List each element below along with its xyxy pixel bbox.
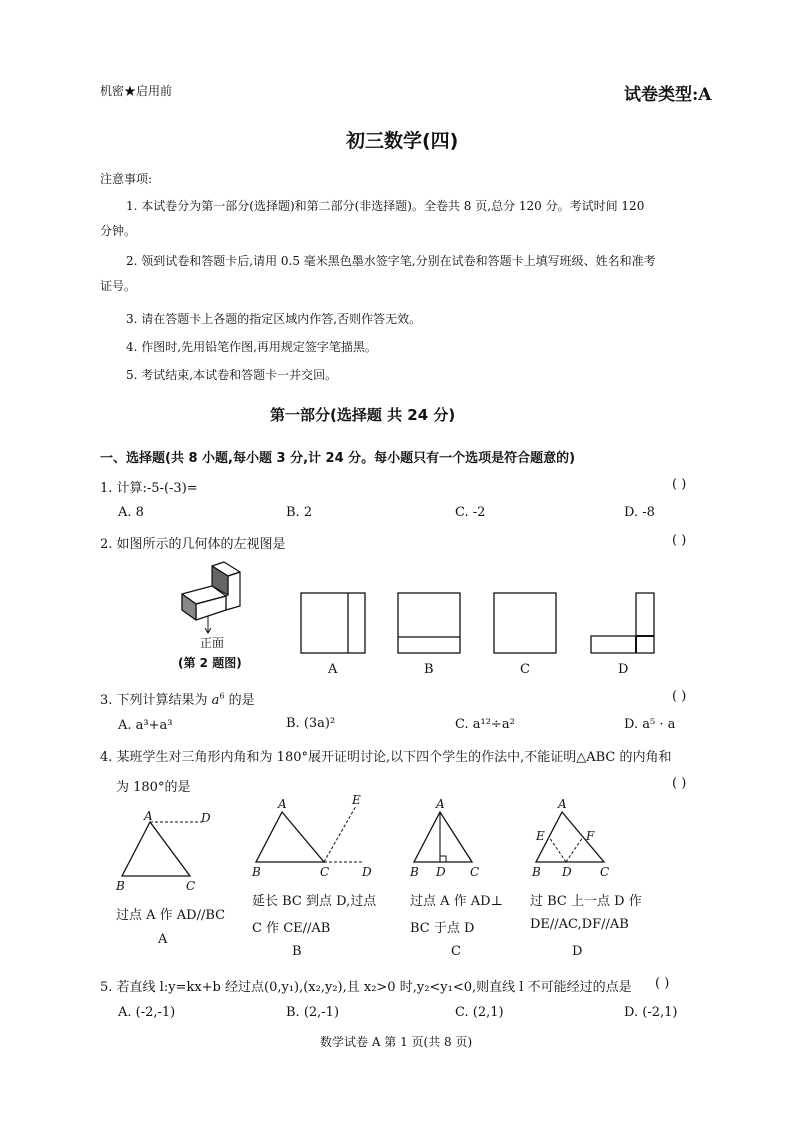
q2-option-c-label[interactable]: C [520,662,530,677]
q4-a-point-d: D [201,811,211,825]
q2-option-b-figure[interactable] [397,592,463,654]
q4-option-a-label[interactable]: A [158,932,168,947]
question-4-stem-line2: 为 180°的是 [116,780,191,795]
question-4-stem-line1: 4. 某班学生对三角形内角和为 180°展开证明讨论,以下四个学生的作法中,不能证明△ABC 的内角和 [100,750,672,765]
notice-item-1-cont: 分钟。 [100,224,137,238]
question-3-bracket[interactable]: ( ) [672,689,687,704]
question-5-option-a[interactable]: A. (-2,-1) [118,1005,176,1020]
q2-option-b-label[interactable]: B [424,662,434,677]
l-shaped-solid-figure [176,562,246,634]
question-2-bracket[interactable]: ( ) [672,533,687,548]
q4-a-point-a: A [144,809,153,823]
question-2-stem: 2. 如图所示的几何体的左视图是 [100,537,286,552]
question-1-option-a[interactable]: A. 8 [118,505,144,520]
q4-a-point-b: B [116,879,125,893]
q4-figure-d [528,796,618,882]
q4-caption-a-line1: 过点 A 作 AD//BC [116,908,226,923]
q2-option-d-figure[interactable] [590,592,656,654]
notice-item-2: 2. 领到试卷和答题卡后,请用 0.5 毫米黑色墨水签字笔,分别在试卷和答题卡上填写班级、姓名和准考 [126,254,656,268]
q4-c-point-b: B [410,865,419,879]
section-heading: 一、选择题(共 8 小题,每小题 3 分,计 24 分。每小题只有一个选项是符合题意的) [100,451,576,466]
q4-d-point-f: F [586,829,595,843]
q4-option-c-label[interactable]: C [451,944,461,959]
q2-option-a-label[interactable]: A [328,662,338,677]
q4-c-point-d: D [436,865,446,879]
question-1-option-b[interactable]: B. 2 [286,505,313,520]
notice-item-5: 5. 考试结束,本试卷和答题卡一并交回。 [126,368,338,382]
question-5-bracket[interactable]: ( ) [655,976,670,991]
notice-item-2-cont: 证号。 [100,279,137,293]
q4-caption-c-line2: BC 于点 D [410,921,475,936]
notice-item-1: 1. 本试卷分为第一部分(选择题)和第二部分(非选择题)。全卷共 8 页,总分 120 分。考试时间 120 [126,199,645,213]
q4-b-point-b: B [252,865,261,879]
figure-2-caption: (第 2 题图) [178,656,242,670]
confidential-label: 机密★启用前 [100,84,173,98]
notice-heading: 注意事项: [100,172,153,186]
q4-caption-d-line1: 过 BC 上一点 D 作 [530,894,642,909]
q4-figure-b [250,793,380,882]
question-4-bracket[interactable]: ( ) [672,776,687,791]
q4-d-point-d: D [562,865,572,879]
question-5-stem: 5. 若直线 l:y=kx+b 经过点(0,y₁),(x₂,y₂),且 x₂>0 时,y₂<y₁<0,则直线 l 不可能经过的点是 [100,980,632,995]
question-5-option-d[interactable]: D. (-2,1) [624,1005,678,1020]
q2-option-d-label[interactable]: D [618,662,629,677]
question-1-bracket[interactable]: ( ) [672,477,687,492]
q4-caption-b-line1: 延长 BC 到点 D,过点 [252,894,377,909]
q4-d-point-e: E [536,829,545,843]
q4-d-point-a: A [558,797,567,811]
q4-d-point-b: B [532,865,541,879]
page-title: 初三数学(四) [346,130,459,152]
question-3-option-d[interactable]: D. a⁵ · a [624,717,676,732]
q2-option-a-figure[interactable] [300,592,368,654]
question-3-option-a[interactable]: A. a³+a³ [118,718,173,733]
notice-item-4: 4. 作图时,先用铅笔作图,再用规定签字笔描黑。 [126,340,377,354]
q4-figure-c [406,798,486,882]
figure-2-front-label: 正面 [200,636,225,650]
question-1-option-d[interactable]: D. -8 [624,505,655,520]
q4-b-point-c: C [320,865,330,879]
question-3-stem: 3. 下列计算结果为 $a^6$ 的是 [100,691,255,708]
part-title: 第一部分(选择题 共 24 分) [270,406,456,424]
question-5-option-b[interactable]: B. (2,-1) [286,1005,340,1020]
paper-type-label: 试卷类型:A [624,85,712,105]
q2-option-c-figure[interactable] [493,592,559,654]
q4-caption-c-line1: 过点 A 作 AD⊥ [410,894,503,909]
q4-c-point-a: A [436,797,445,811]
q4-b-point-a: A [278,797,287,811]
q4-d-point-c: C [600,865,610,879]
q4-b-point-d: D [362,865,372,879]
q4-c-point-c: C [470,865,480,879]
notice-item-3: 3. 请在答题卡上各题的指定区域内作答,否则作答无效。 [126,312,422,326]
q4-caption-d-line2: DE//AC,DF//AB [530,917,629,932]
question-1-option-c[interactable]: C. -2 [455,505,486,520]
q4-figure-a [112,810,222,894]
q4-caption-b-line2: C 作 CE//AB [252,921,331,936]
question-3-option-b[interactable]: B. (3a)² [286,716,336,731]
q4-b-point-e: E [352,793,361,807]
q4-a-point-c: C [186,879,196,893]
q4-option-d-label[interactable]: D [572,944,583,959]
question-5-option-c[interactable]: C. (2,1) [455,1005,504,1020]
question-3-option-c[interactable]: C. a¹²÷a² [455,717,515,732]
q4-option-b-label[interactable]: B [292,944,302,959]
question-1-stem: 1. 计算:-5-(-3)= [100,481,198,496]
page-footer: 数学试卷 A 第 1 页(共 8 页) [320,1035,473,1049]
